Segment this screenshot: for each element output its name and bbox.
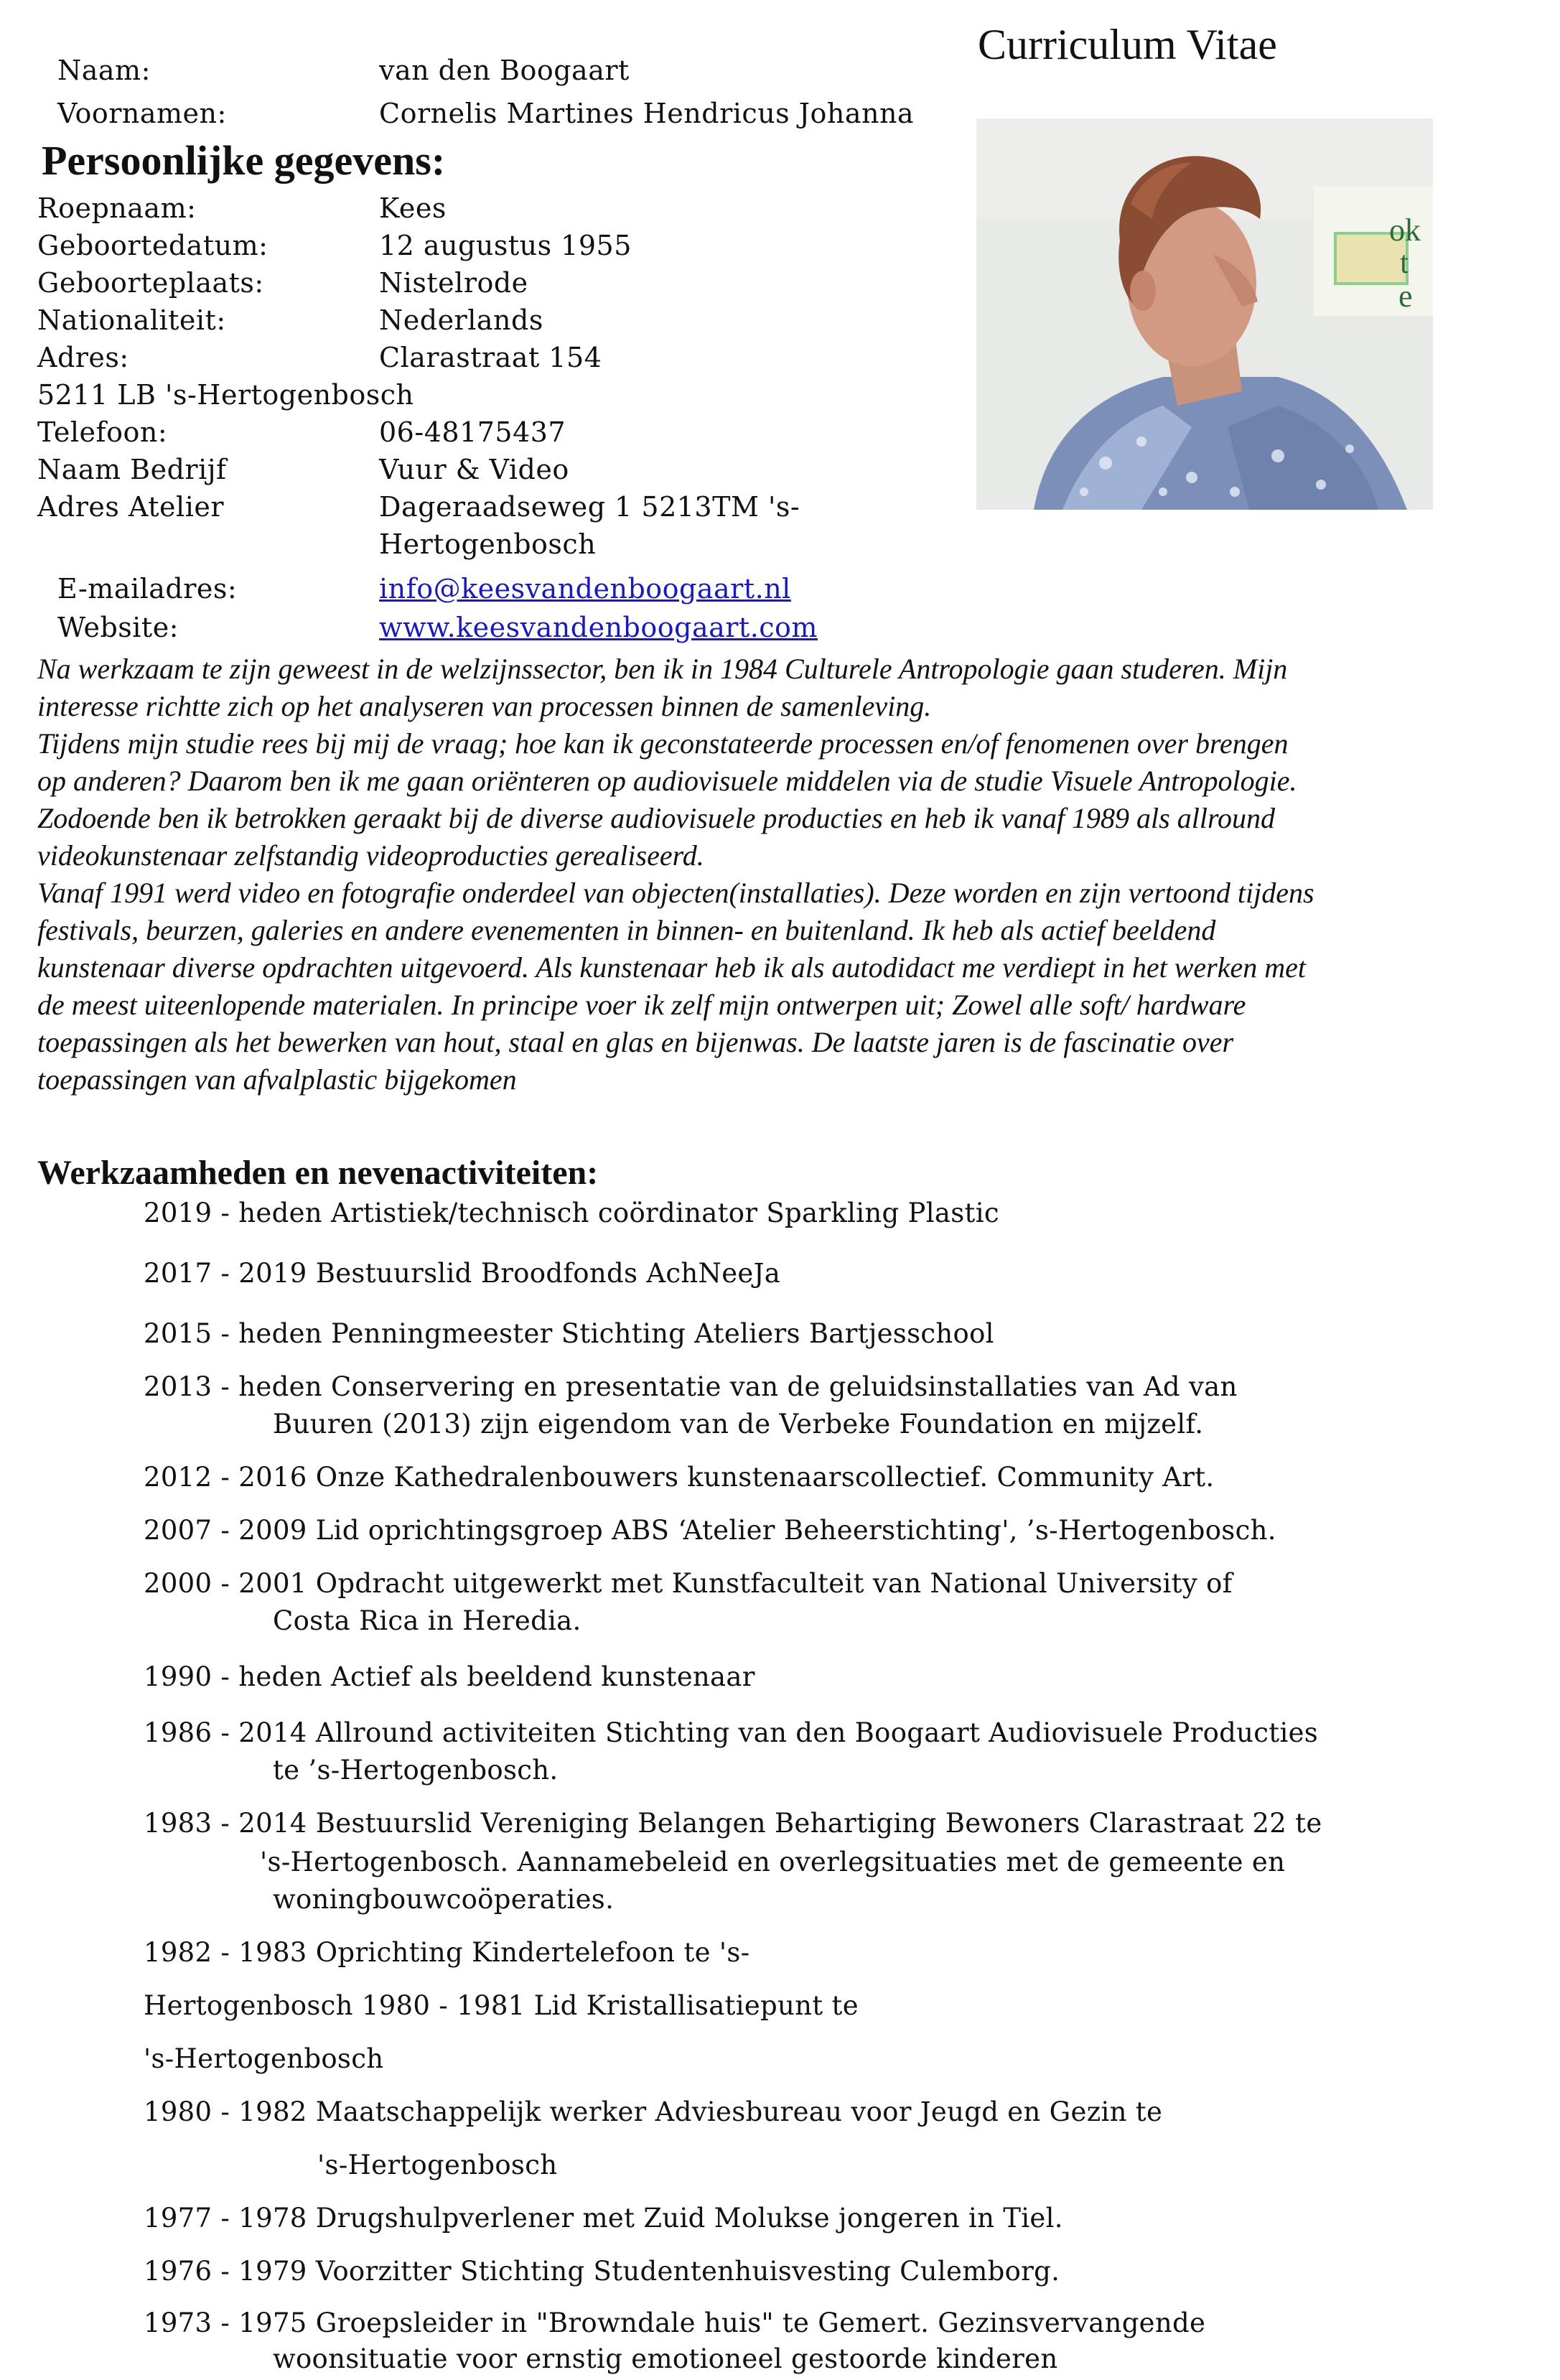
page-title: Curriculum Vitae bbox=[978, 21, 1277, 68]
bio-line: kunstenaar diverse opdrachten uitgevoerd. Als kunstenaar heb ik als autodidact me verdiept in het werken met bbox=[37, 951, 1307, 984]
portrait-photo bbox=[976, 118, 1433, 510]
activity-line: 1990 - heden Actief als beeldend kunstenaar bbox=[144, 1661, 755, 1692]
nationaliteit-value: Nederlands bbox=[379, 304, 543, 336]
activity-line: 1973 - 1975 Groepsleider in "Browndale huis" te Gemert. Gezinsvervangende bbox=[144, 2307, 1206, 2338]
adres-label: Adres: bbox=[37, 342, 129, 373]
postcode-line: 5211 LB 's-Hertogenbosch bbox=[37, 379, 414, 411]
bio-line: toepassingen van afvalplastic bijgekomen bbox=[37, 1063, 517, 1096]
email-link[interactable]: info@keesvandenboogaart.nl bbox=[379, 573, 791, 605]
telefoon-label: Telefoon: bbox=[37, 416, 168, 448]
activities-heading: Werkzaamheden en nevenactiviteiten: bbox=[37, 1154, 599, 1192]
activity-line: 1980 - 1982 Maatschappelijk werker Adviesbureau voor Jeugd en Gezin te bbox=[144, 2096, 1163, 2127]
bedrijf-label: Naam Bedrijf bbox=[37, 454, 227, 485]
website-link[interactable]: www.keesvandenboogaart.com bbox=[379, 612, 818, 643]
activity-line: 1982 - 1983 Oprichting Kindertelefoon te 's- bbox=[144, 1937, 750, 1968]
activity-line: Costa Rica in Heredia. bbox=[273, 1605, 582, 1636]
bio-line: festivals, beurzen, galeries en andere evenementen in binnen- en buitenland. Ik heb als actief beeldend bbox=[37, 914, 1216, 946]
roepnaam-value: Kees bbox=[379, 192, 447, 224]
portrait-illustration bbox=[976, 118, 1433, 510]
atelier-value-1: Dageraadseweg 1 5213TM 's- bbox=[379, 491, 800, 523]
activity-line: 2007 - 2009 Lid oprichtingsgroep ABS ‘Atelier Beheerstichting', ’s-Hertogenbosch. bbox=[144, 1515, 1276, 1546]
activity-line: te ’s-Hertogenbosch. bbox=[273, 1755, 559, 1786]
activity-line: Hertogenbosch 1980 - 1981 Lid Kristallisatiepunt te bbox=[144, 1990, 859, 2021]
activity-line: 1983 - 2014 Bestuurslid Vereniging Belangen Behartiging Bewoners Clarastraat 22 te bbox=[144, 1808, 1322, 1839]
roepnaam-label: Roepnaam: bbox=[37, 192, 197, 224]
activity-line: 2013 - heden Conservering en presentatie van de geluidsinstallaties van Ad van bbox=[144, 1371, 1238, 1402]
email-label: E-mailadres: bbox=[57, 573, 238, 605]
activity-line: 2017 - 2019 Bestuurslid Broodfonds AchNeeJa bbox=[144, 1258, 781, 1289]
bio-line: videokunstenaar zelfstandig videoproducties gerealiseerd. bbox=[37, 839, 704, 872]
svg-text:e: e bbox=[1398, 279, 1413, 314]
adres-value: Clarastraat 154 bbox=[379, 342, 602, 373]
bio-line: interesse richtte zich op het analyseren van processen binnen de samenleving. bbox=[37, 690, 932, 722]
geboorteplaats-value: Nistelrode bbox=[379, 267, 528, 299]
activity-line: Buuren (2013) zijn eigendom van de Verbeke Foundation en mijzelf. bbox=[273, 1409, 1204, 1439]
nationaliteit-label: Nationaliteit: bbox=[37, 304, 226, 336]
activity-line: 's-Hertogenbosch. Aannamebeleid en overlegsituaties met de gemeente en bbox=[260, 1847, 1286, 1877]
voornamen-label: Voornamen: bbox=[57, 98, 227, 129]
svg-text:ok: ok bbox=[1389, 213, 1421, 248]
activity-line: woningbouwcoöperaties. bbox=[273, 1884, 615, 1915]
bio-paragraph bbox=[37, 650, 1523, 1098]
atelier-value-2: Hertogenbosch bbox=[379, 528, 597, 560]
bio-line: Na werkzaam te zijn geweest in de welzijnssector, ben ik in 1984 Culturele Antropologie gaan studeren. Mijn bbox=[37, 653, 1288, 685]
bio-line: Tijdens mijn studie rees bij mij de vraag; hoe kan ik geconstateerde processen en/of fenomenen over brengen bbox=[37, 727, 1289, 760]
activity-line: 1976 - 1979 Voorzitter Stichting Studentenhuisvesting Culemborg. bbox=[144, 2256, 1060, 2287]
atelier-label: Adres Atelier bbox=[37, 491, 224, 523]
activity-line: woonsituatie voor ernstig emotioneel gestoorde kinderen bbox=[273, 2343, 1058, 2374]
bio-line: op anderen? Daarom ben ik me gaan oriënteren op audiovisuele middelen via de studie Visuele Antropologie. bbox=[37, 765, 1297, 797]
geboortedatum-label: Geboortedatum: bbox=[37, 230, 268, 261]
svg-text:t: t bbox=[1400, 245, 1409, 280]
activity-line: 2015 - heden Penningmeester Stichting Ateliers Bartjesschool bbox=[144, 1318, 994, 1349]
activity-line: 's-Hertogenbosch bbox=[144, 2043, 384, 2074]
activity-line: 2019 - heden Artistiek/technisch coördinator Sparkling Plastic bbox=[144, 1198, 999, 1228]
activity-line: 2000 - 2001 Opdracht uitgewerkt met Kunstfaculteit van National University of bbox=[144, 1568, 1233, 1599]
voornamen-value: Cornelis Martines Hendricus Johanna bbox=[379, 98, 915, 129]
naam-value: van den Boogaart bbox=[379, 55, 630, 86]
bio-line: de meest uiteenlopende materialen. In principe voer ik zelf mijn ontwerpen uit; Zowel alle soft/ hardware bbox=[37, 989, 1246, 1021]
activity-line: 2012 - 2016 Onze Kathedralenbouwers kunstenaarscollectief. Community Art. bbox=[144, 1462, 1215, 1493]
bedrijf-value: Vuur & Video bbox=[379, 454, 569, 485]
naam-label: Naam: bbox=[57, 55, 151, 86]
activity-line: 1986 - 2014 Allround activiteiten Stichting van den Boogaart Audiovisuele Producties bbox=[144, 1717, 1319, 1748]
personal-heading: Persoonlijke gegevens: bbox=[42, 137, 446, 184]
bio-line: Zodoende ben ik betrokken geraakt bij de diverse audiovisuele producties en heb ik vanaf 1989 als allround bbox=[37, 802, 1276, 834]
geboorteplaats-label: Geboorteplaats: bbox=[37, 267, 264, 299]
geboortedatum-value: 12 augustus 1955 bbox=[379, 230, 632, 261]
activity-line: 's-Hertogenbosch bbox=[317, 2150, 558, 2180]
website-label: Website: bbox=[57, 612, 179, 643]
activity-line: 1977 - 1978 Drugshulpverlener met Zuid Molukse jongeren in Tiel. bbox=[144, 2203, 1063, 2234]
bio-line: Vanaf 1991 werd video en fotografie onderdeel van objecten(installaties). Deze worden en zijn vertoond tijdens bbox=[37, 877, 1314, 909]
telefoon-value: 06-48175437 bbox=[379, 416, 566, 448]
bio-line: toepassingen als het bewerken van hout, staal en glas en bijenwas. De laatste jaren is de fascinatie over bbox=[37, 1026, 1234, 1058]
